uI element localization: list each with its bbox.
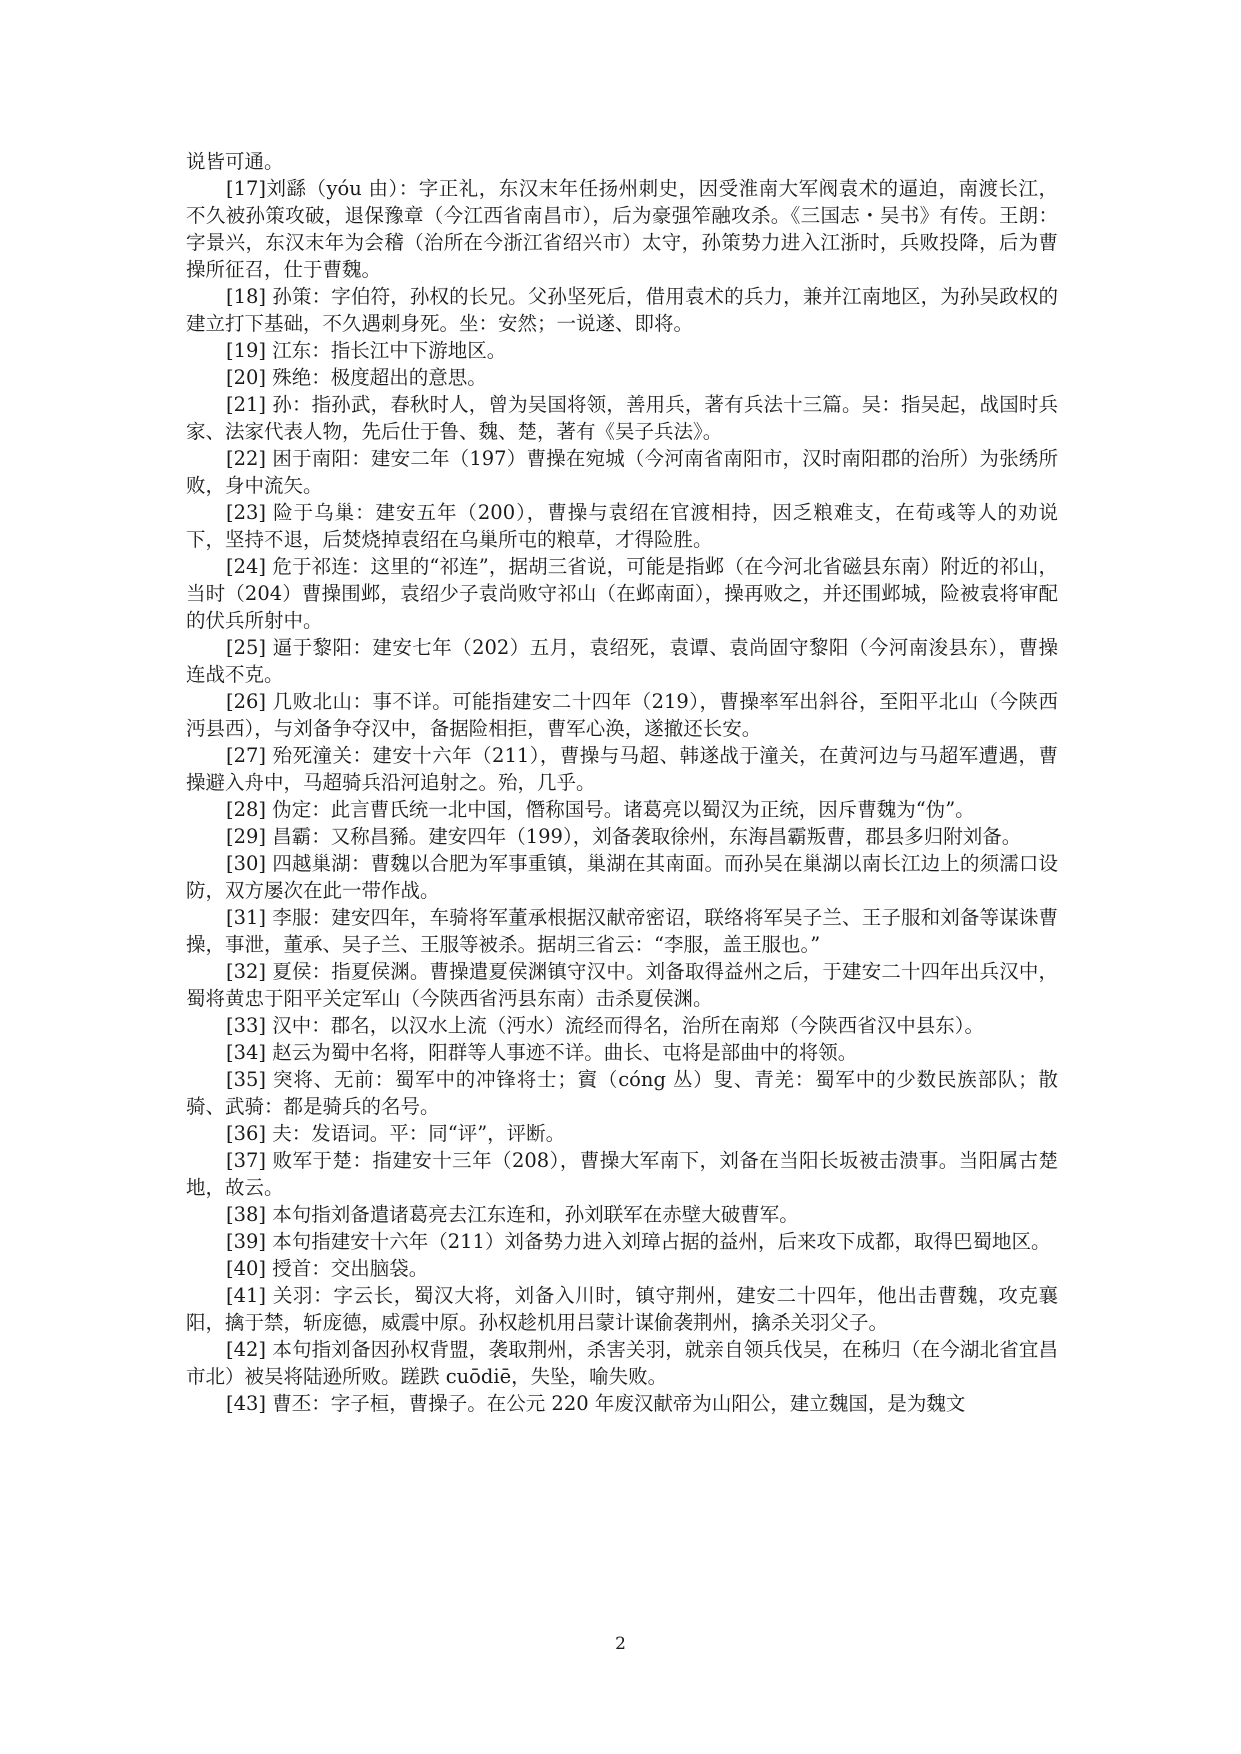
note-31: [31] 李服：建安四年，车骑将军董承根据汉献帝密诏，联络将军吴子兰、王子服和刘备等谋诛曹操，事泄，董承、吴子兰、王服等被杀。据胡三省云：“李服，盖王服也。” [186, 906, 1058, 956]
note-26: [26] 几败北山：事不详。可能指建安二十四年（219），曹操率军出斜谷，至阳平北山（今陕西沔县西），与刘备争夺汉中，备据险相拒，曹军心涣，遂撤还长安。 [186, 690, 1058, 740]
note-19: [19] 江东：指长江中下游地区。 [226, 339, 507, 362]
note-32: [32] 夏侯：指夏侯渊。曹操遣夏侯渊镇守汉中。刘备取得益州之后，于建安二十四年出兵汉中，蜀将黄忠于阳平关定军山（今陕西省沔县东南）击杀夏侯渊。 [186, 960, 1058, 1010]
note-41: [41] 关羽：字云长，蜀汉大将，刘备入川时，镇守荆州，建安二十四年，他出击曹魏，攻克襄阳，擒于禁，斩庞德，威震中原。孙权趁机用吕蒙计谋偷袭荆州，擒杀关羽父子。 [186, 1284, 1058, 1334]
page-number: 2 [615, 1634, 626, 1654]
note-17: [17]刘繇（yóu 由）：字正礼，东汉末年任扬州刺史，因受淮南大军阀袁术的逼迫，南渡长江，不久被孙策攻破，退保豫章（今江西省南昌市），后为豪强笮融攻杀。《三国志・吴书》有传。王朗：字景兴，东汉末年为会稽（治所在今浙江省绍兴市）太守，孙策势力进入江浙时，兵败投降，后为曹操所征召，仕于曹魏。 [186, 177, 1058, 281]
note-42: [42] 本句指刘备因孙权背盟，袭取荆州，杀害关羽，就亲自领兵伐吴，在秭归（在今湖北省宜昌市北）被吴将陆逊所败。蹉跌 cuōdiē，失坠，喻失败。 [186, 1338, 1058, 1388]
note-36: [36] 夫：发语词。平：同“评”，评断。 [226, 1122, 566, 1145]
note-34: [34] 赵云为蜀中名将，阳群等人事迹不详。曲长、屯将是部曲中的将领。 [226, 1041, 858, 1064]
lead-line: 说皆可通。 [186, 150, 284, 173]
note-20: [20] 殊绝：极度超出的意思。 [226, 366, 487, 389]
annotation-text [186, 148, 1058, 1417]
note-38: [38] 本句指刘备遣诸葛亮去江东连和，孙刘联军在赤壁大破曹军。 [226, 1203, 799, 1226]
note-43: [43] 曹丕：字子桓，曹操子。在公元 220 年废汉献帝为山阳公，建立魏国，是为魏文 [226, 1392, 966, 1415]
note-25: [25] 逼于黎阳：建安七年（202）五月，袁绍死，袁谭、袁尚固守黎阳（今河南浚县东），曹操连战不克。 [186, 636, 1058, 686]
note-35: [35] 突将、无前：蜀军中的冲锋将士；賨（cóng 丛）叟、青羌：蜀军中的少数民族部队；散骑、武骑：都是骑兵的名号。 [186, 1068, 1058, 1118]
note-18: [18] 孙策：字伯符，孙权的长兄。父孙坚死后，借用袁术的兵力，兼并江南地区，为孙吴政权的建立打下基础，不久遇刺身死。坐：安然；一说遂、即将。 [186, 285, 1058, 335]
note-40: [40] 授首：交出脑袋。 [226, 1257, 429, 1280]
note-21: [21] 孙：指孙武，春秋时人，曾为吴国将领，善用兵，著有兵法十三篇。吴：指吴起，战国时兵家、法家代表人物，先后仕于鲁、魏、楚，著有《吴子兵法》。 [186, 393, 1058, 443]
note-39: [39] 本句指建安十六年（211）刘备势力进入刘璋占据的益州，后来攻下成都，取得巴蜀地区。 [226, 1230, 1051, 1253]
note-27: [27] 殆死潼关：建安十六年（211），曹操与马超、韩遂战于潼关，在黄河边与马超军遭遇，曹操避入舟中，马超骑兵沿河追射之。殆，几乎。 [186, 744, 1058, 794]
note-37: [37] 败军于楚：指建安十三年（208），曹操大军南下，刘备在当阳长坂被击溃事。当阳属古楚地，故云。 [186, 1149, 1058, 1199]
note-29: [29] 昌霸：又称昌豨。建安四年（199），刘备袭取徐州，东海昌霸叛曹，郡县多归附刘备。 [226, 825, 1022, 848]
note-23: [23] 险于乌巢：建安五年（200），曹操与袁绍在官渡相持，因乏粮难支，在荀彧等人的劝说下，坚持不退，后焚烧掉袁绍在乌巢所屯的粮草，才得险胜。 [186, 501, 1058, 551]
note-24: [24] 危于祁连：这里的“祁连”，据胡三省说，可能是指邺（在今河北省磁县东南）附近的祁山，当时（204）曹操围邺，袁绍少子袁尚败守祁山（在邺南面），操再败之，并还围邺城，险被袁将审配的伏兵所射中。 [186, 555, 1058, 632]
note-28: [28] 伪定：此言曹氏统一北中国，僭称国号。诸葛亮以蜀汉为正统，因斥曹魏为“伪”。 [226, 798, 975, 821]
note-22: [22] 困于南阳：建安二年（197）曹操在宛城（今河南省南阳市，汉时南阳郡的治所）为张绣所败，身中流矢。 [186, 447, 1058, 497]
note-33: [33] 汉中：郡名，以汉水上流（沔水）流经而得名，治所在南郑（今陕西省汉中县东）。 [226, 1014, 984, 1037]
note-30: [30] 四越巢湖：曹魏以合肥为军事重镇，巢湖在其南面。而孙吴在巢湖以南长江边上的须濡口设防，双方屡次在此一带作战。 [186, 852, 1058, 902]
